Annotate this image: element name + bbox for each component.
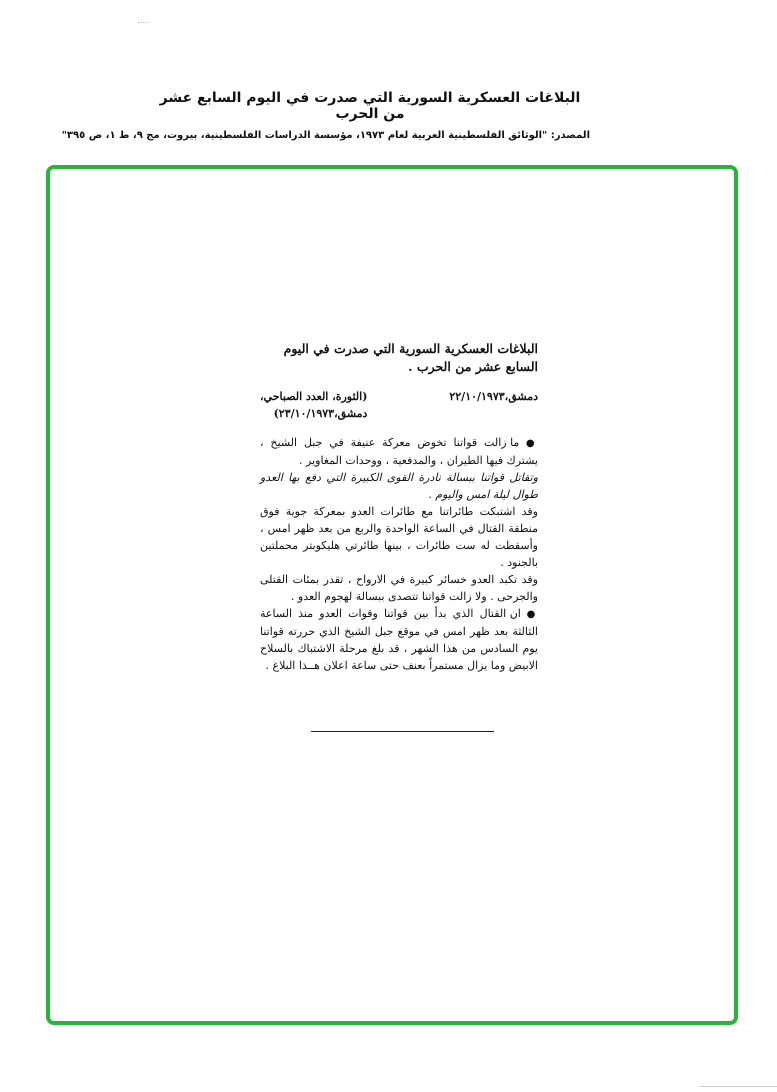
scan-speck — [138, 22, 148, 24]
dateline: دمشق،٢٢/١٠/١٩٧٣ — [449, 390, 538, 403]
page-header — [61, 90, 590, 141]
paragraph-5: ● ان القتال الذي بدأ بين قواتنا وقوات العدو منذ الساعة الثالثة بعد ظهر امس في موقع جبل الشيخ الذي حررته قواتنا يوم السادس من هذا الشهر ، قد بلغ مرحلة الاشتباك بالسلاح الابيض وما يزال مستمراً بعنف حتى ساعة اعلان هــذا البلاغ . — [260, 605, 538, 674]
newspaper-citation — [260, 388, 367, 422]
page-title: البلاغات العسكرية السورية التي صدرت في اليوم السابع عشر من الحرب — [159, 90, 581, 122]
citation-line-2: دمشق،٢٣/١٠/١٩٧٣) — [273, 407, 368, 420]
paragraph-4: وقد تكبد العدو خسائر كبيرة في الارواح ، تقدر بمئات القتلى والجرحى . ولا زالت قواتنا تتصدى ببسالة لهجوم العدو . — [260, 573, 538, 603]
document-title: البلاغات العسكرية السورية التي صدرت في اليوم السابع عشر من الحرب . — [283, 341, 538, 374]
document-meta — [260, 388, 538, 422]
end-rule — [311, 731, 494, 732]
scanned-document — [260, 340, 538, 674]
paragraph-1: ● ما زالت قواتنا تخوض معركة عنيفة في جبل الشيخ ، يشترك فيها الطيران ، والمدفعية ، ووحدات المغاوير . — [260, 434, 538, 469]
paragraph-3: وقد اشتبكت طائراتنا مع طائرات العدو بمعركة جوية فوق منطقة القتال في الساعة الواحدة والربع من بعد ظهر امس ، وأسقطت له ست طائرات ، بينها طائرتي هليكوبتر محملتين بالجنود . — [260, 505, 538, 569]
paragraph-2: وتقاتل قواتنا ببسالة نادرة القوى الكبيرة التي دفع بها العدو طوال ليلة امس واليوم . — [260, 471, 538, 501]
scan-edge — [700, 1086, 777, 1088]
citation-line-1: (الثورة، العدد الصباحي، — [260, 390, 368, 403]
source-citation: المصدر: "الوثائق الفلسطينية العربية لعام ١٩٧٣، مؤسسة الدراسات الفلسطينية، بيروت، مج ٩، ط ١، ص ٣٩٥" — [61, 130, 590, 141]
